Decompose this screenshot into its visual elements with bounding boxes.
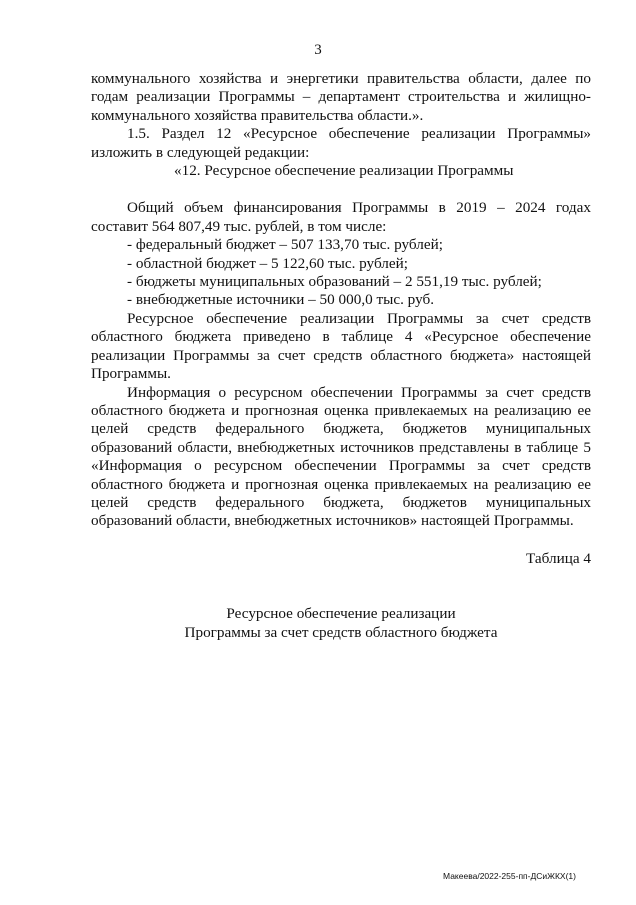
text-line: Ресурсное обеспечение реализации Программы за счет средств: [127, 309, 591, 327]
table-label: Таблица 4: [526, 549, 591, 567]
text-line: образований области, внебюджетных источников представлены в таблице 5: [91, 438, 591, 456]
paragraph-table4-reference: [91, 310, 591, 384]
list-item: - областной бюджет – 5 122,60 тыс. рублей;: [127, 254, 408, 272]
table-title: [91, 605, 591, 642]
section-heading: «12. Ресурсное обеспечение реализации Программы: [174, 162, 514, 180]
text-line: изложить в следующей редакции:: [91, 143, 310, 161]
text-line: областного бюджета и прогнозная оценка привлекаемых на реализацию ее: [91, 475, 591, 493]
text-line: «Информация о ресурсном обеспечении Программы за счет средств: [91, 457, 591, 475]
text-line: целей средств федерального бюджета, бюджетов муниципальных: [91, 420, 591, 438]
paragraph-total-funding: [91, 199, 591, 236]
table-title-line: Ресурсное обеспечение реализации: [226, 605, 456, 623]
text-line: 1.5. Раздел 12 «Ресурсное обеспечение реализации Программы»: [127, 125, 591, 143]
text-line: коммунального хозяйства и энергетики правительства области, далее по: [91, 70, 591, 87]
text-line: целей средств федерального бюджета, бюджетов муниципальных: [91, 493, 591, 511]
page-number: 3: [314, 42, 322, 58]
text-line: Программы.: [91, 365, 171, 383]
funding-sources-list: [91, 236, 591, 310]
text-line: коммунального хозяйства правительства области.».: [91, 106, 424, 124]
document-registration-code: Макеева/2022-255-пп-ДСиЖКХ(1): [443, 871, 576, 881]
text-line: Общий объем финансирования Программы в 2019 – 2024 годах: [127, 199, 591, 217]
paragraph-responsible-department: [91, 70, 591, 125]
text-line: Информация о ресурсном обеспечении Программы за счет средств: [127, 383, 591, 401]
paragraph-amendment-item: [91, 125, 591, 162]
list-item: - внебюджетные источники – 50 000,0 тыс. руб.: [127, 291, 434, 309]
text-line: областного бюджета и прогнозная оценка привлекаемых на реализацию ее: [91, 401, 591, 419]
paragraph-table5-reference: [91, 384, 591, 531]
list-item: - бюджеты муниципальных образований – 2 551,19 тыс. рублей;: [127, 273, 542, 291]
text-line: образований области, внебюджетных источников» настоящей Программы.: [91, 512, 574, 530]
text-line: составит 564 807,49 тыс. рублей, в том числе:: [91, 217, 387, 235]
document-body: [91, 70, 591, 642]
text-line: реализации Программы за счет средств областного бюджета» настоящей: [91, 346, 591, 364]
list-item: - федеральный бюджет – 507 133,70 тыс. рублей;: [127, 236, 443, 254]
text-line: годам реализации Программы – департамент строительства и жилищно-: [91, 88, 591, 106]
text-line: областного бюджета приведено в таблице 4 «Ресурсное обеспечение: [91, 328, 591, 346]
table-title-line: Программы за счет средств областного бюджета: [184, 623, 498, 641]
